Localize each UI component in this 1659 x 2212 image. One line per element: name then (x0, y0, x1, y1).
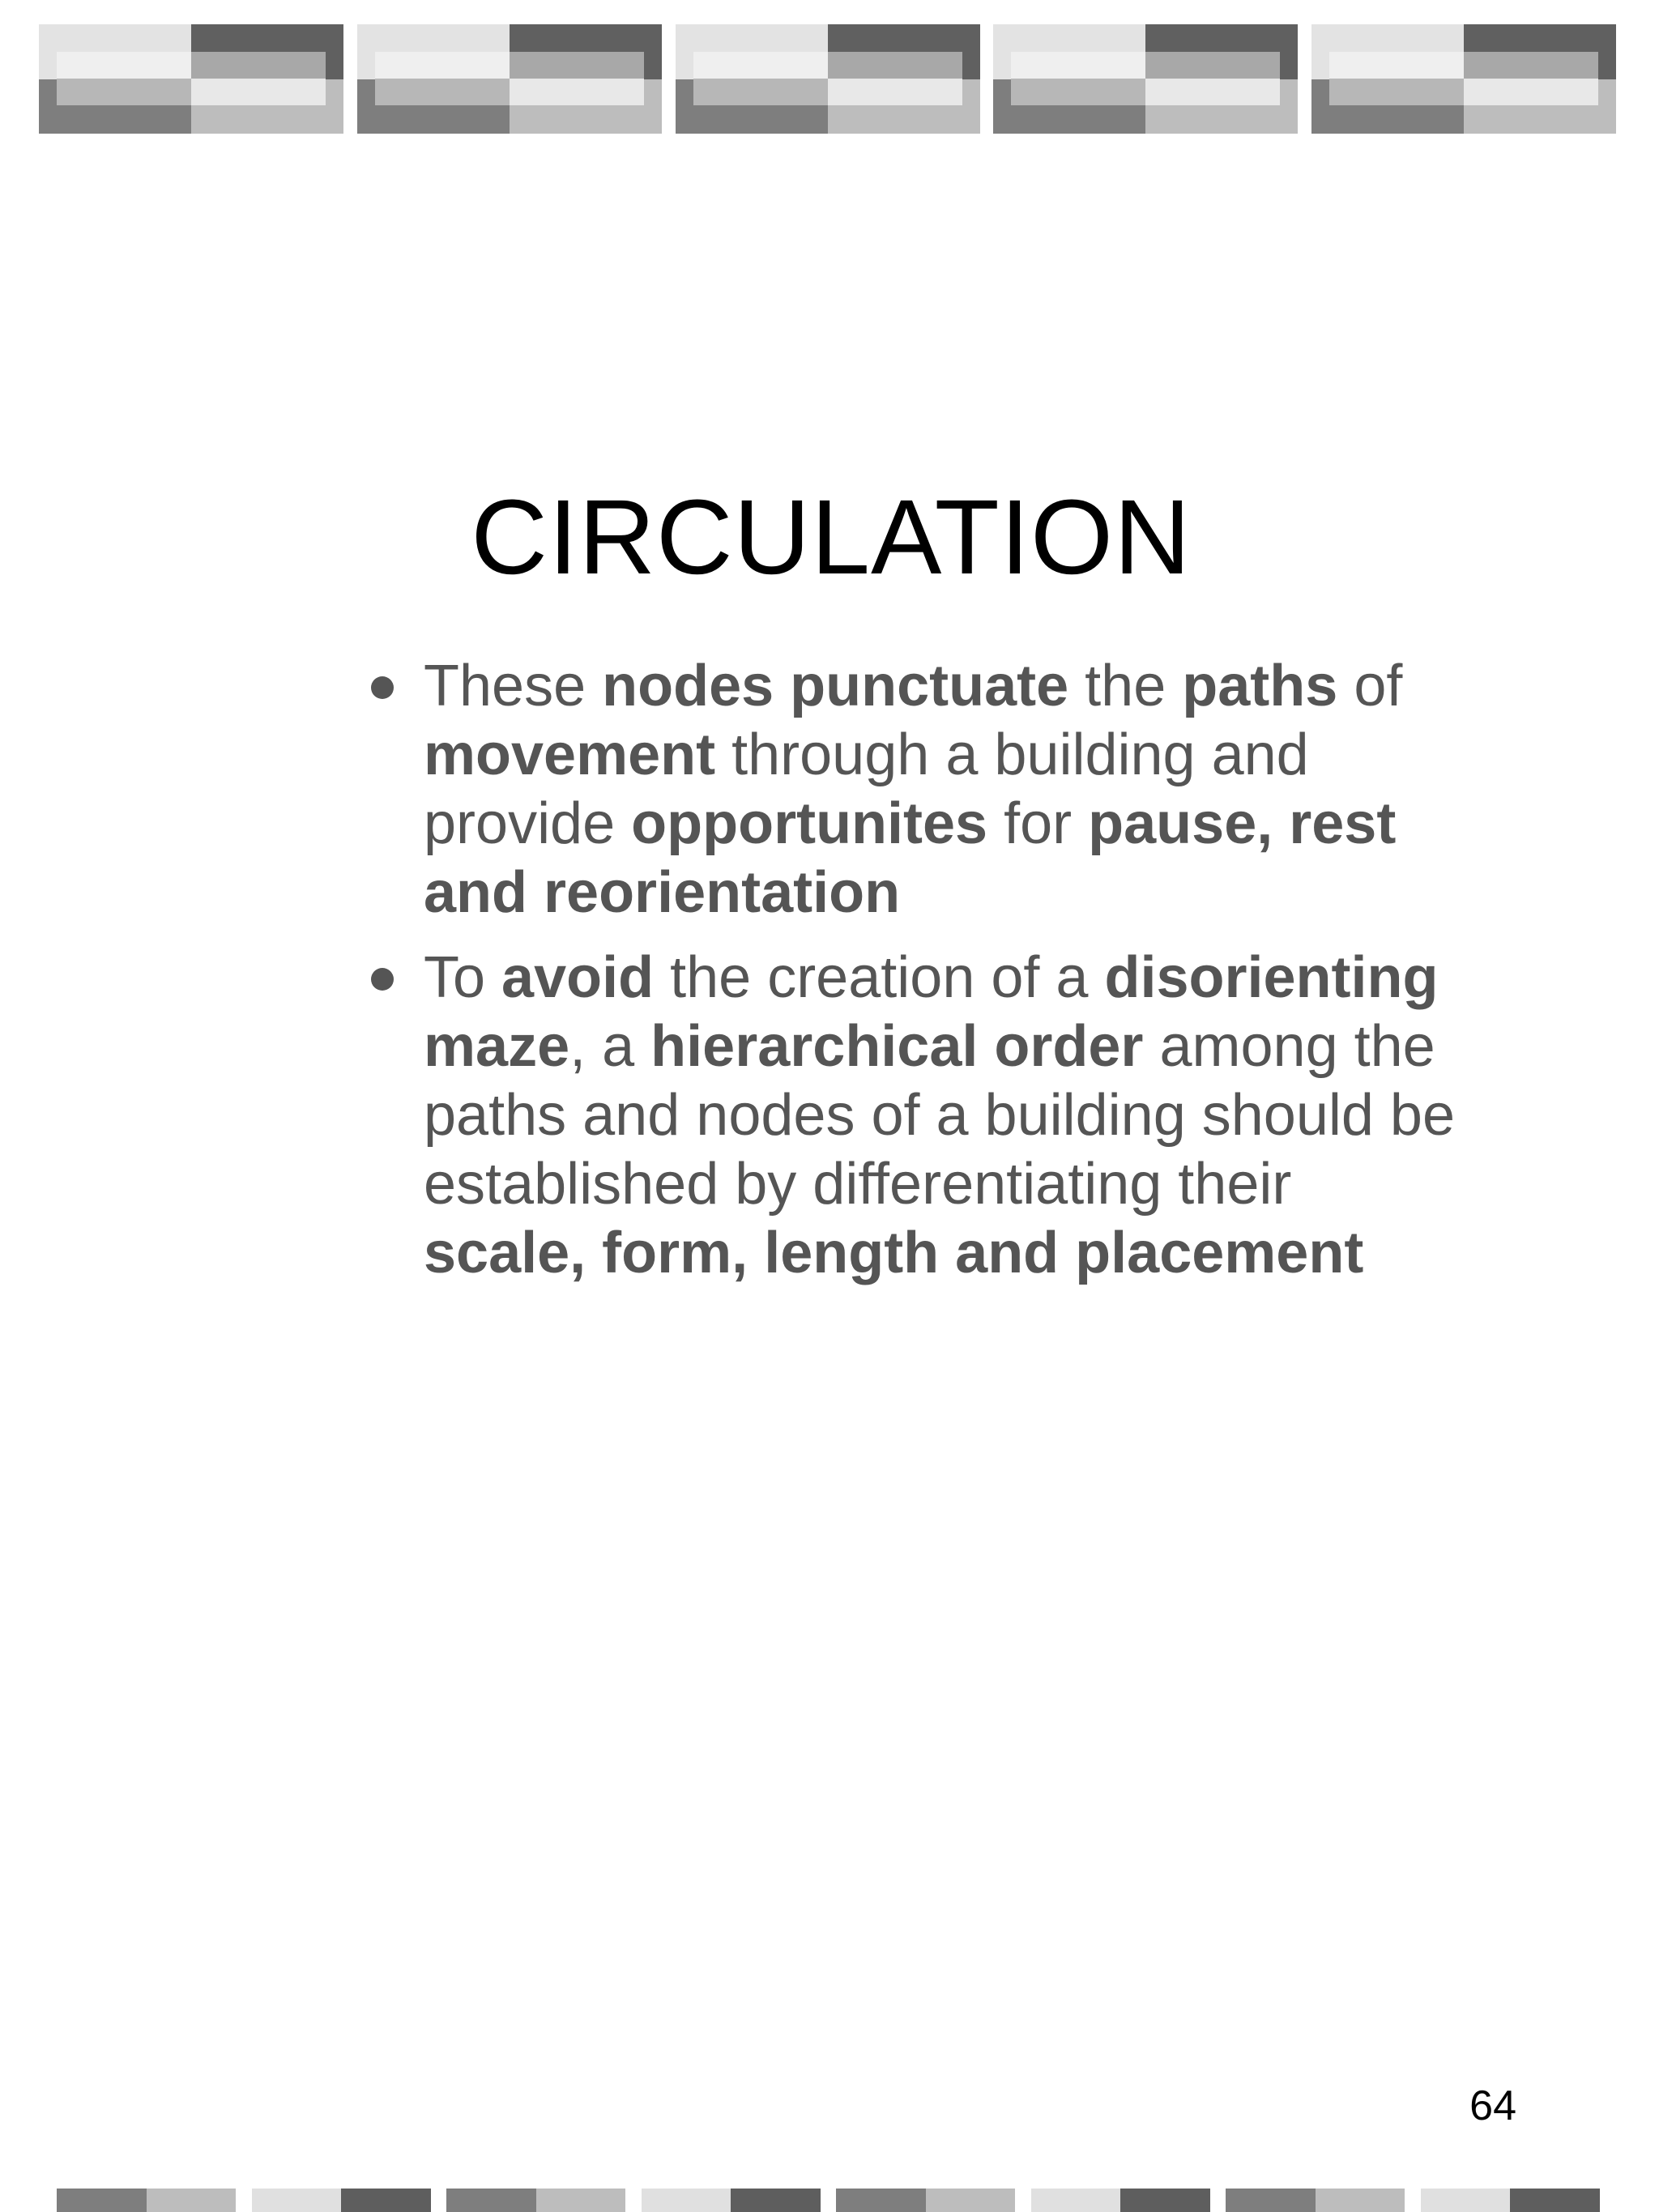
text-run: These (424, 654, 603, 718)
bullet-line (424, 790, 1558, 859)
strip-block (1226, 2189, 1405, 2212)
strip-block (57, 2189, 236, 2212)
banner-block (357, 24, 662, 134)
text-run: of (1337, 654, 1403, 718)
banner-block (39, 24, 343, 134)
bullet-line (424, 1081, 1558, 1150)
bullet-line (424, 1012, 1558, 1081)
bold-text-run: and reorientation (424, 860, 901, 925)
bullet-item (424, 944, 1558, 1288)
bold-text-run: opportunites (631, 791, 988, 856)
text-run: provide (424, 791, 632, 856)
strip-block (1421, 2189, 1600, 2212)
bullet-line (424, 721, 1558, 790)
text-run: To (424, 945, 502, 1010)
text-run: the (1068, 654, 1183, 718)
bullet-line (424, 1150, 1558, 1219)
bold-text-run: movement (424, 722, 716, 787)
bullet-item (424, 652, 1558, 927)
bullet-list (424, 652, 1558, 1304)
strip-block (252, 2189, 431, 2212)
strip-block (446, 2189, 625, 2212)
bullet-dot-icon (371, 968, 394, 991)
bold-text-run: pause, rest (1088, 791, 1397, 856)
bold-text-run: avoid (501, 945, 655, 1010)
bold-text-run: maze (424, 1014, 570, 1079)
bold-text-run: disorienting (1104, 945, 1439, 1010)
bold-text-run: scale, form, length and placement (424, 1221, 1364, 1285)
text-run: among the (1143, 1014, 1435, 1079)
bullet-line (424, 944, 1558, 1012)
banner-block (1311, 24, 1616, 134)
bullet-dot-icon (371, 676, 394, 699)
text-run: through a building and (715, 722, 1309, 787)
text-run: , a (569, 1014, 651, 1079)
bullet-line (424, 859, 1558, 927)
text-run: paths and nodes of a building should be (424, 1083, 1456, 1148)
strip-block (836, 2189, 1015, 2212)
banner-block (676, 24, 980, 134)
text-run: the creation of a (654, 945, 1105, 1010)
banner-block (993, 24, 1298, 134)
strip-block (1031, 2189, 1210, 2212)
text-run: established by differentiating their (424, 1152, 1292, 1217)
bullet-line (424, 652, 1558, 721)
strip-block (642, 2189, 821, 2212)
page-number: 64 (1469, 2082, 1516, 2129)
bold-text-run: paths (1182, 654, 1338, 718)
bold-text-run: nodes punctuate (602, 654, 1069, 718)
bold-text-run: hierarchical order (650, 1014, 1144, 1079)
slide-title: CIRCULATION (471, 476, 1192, 596)
text-run: for (987, 791, 1089, 856)
top-banner (39, 24, 1616, 134)
bullet-line (424, 1219, 1558, 1288)
bottom-strip (57, 2189, 1600, 2212)
